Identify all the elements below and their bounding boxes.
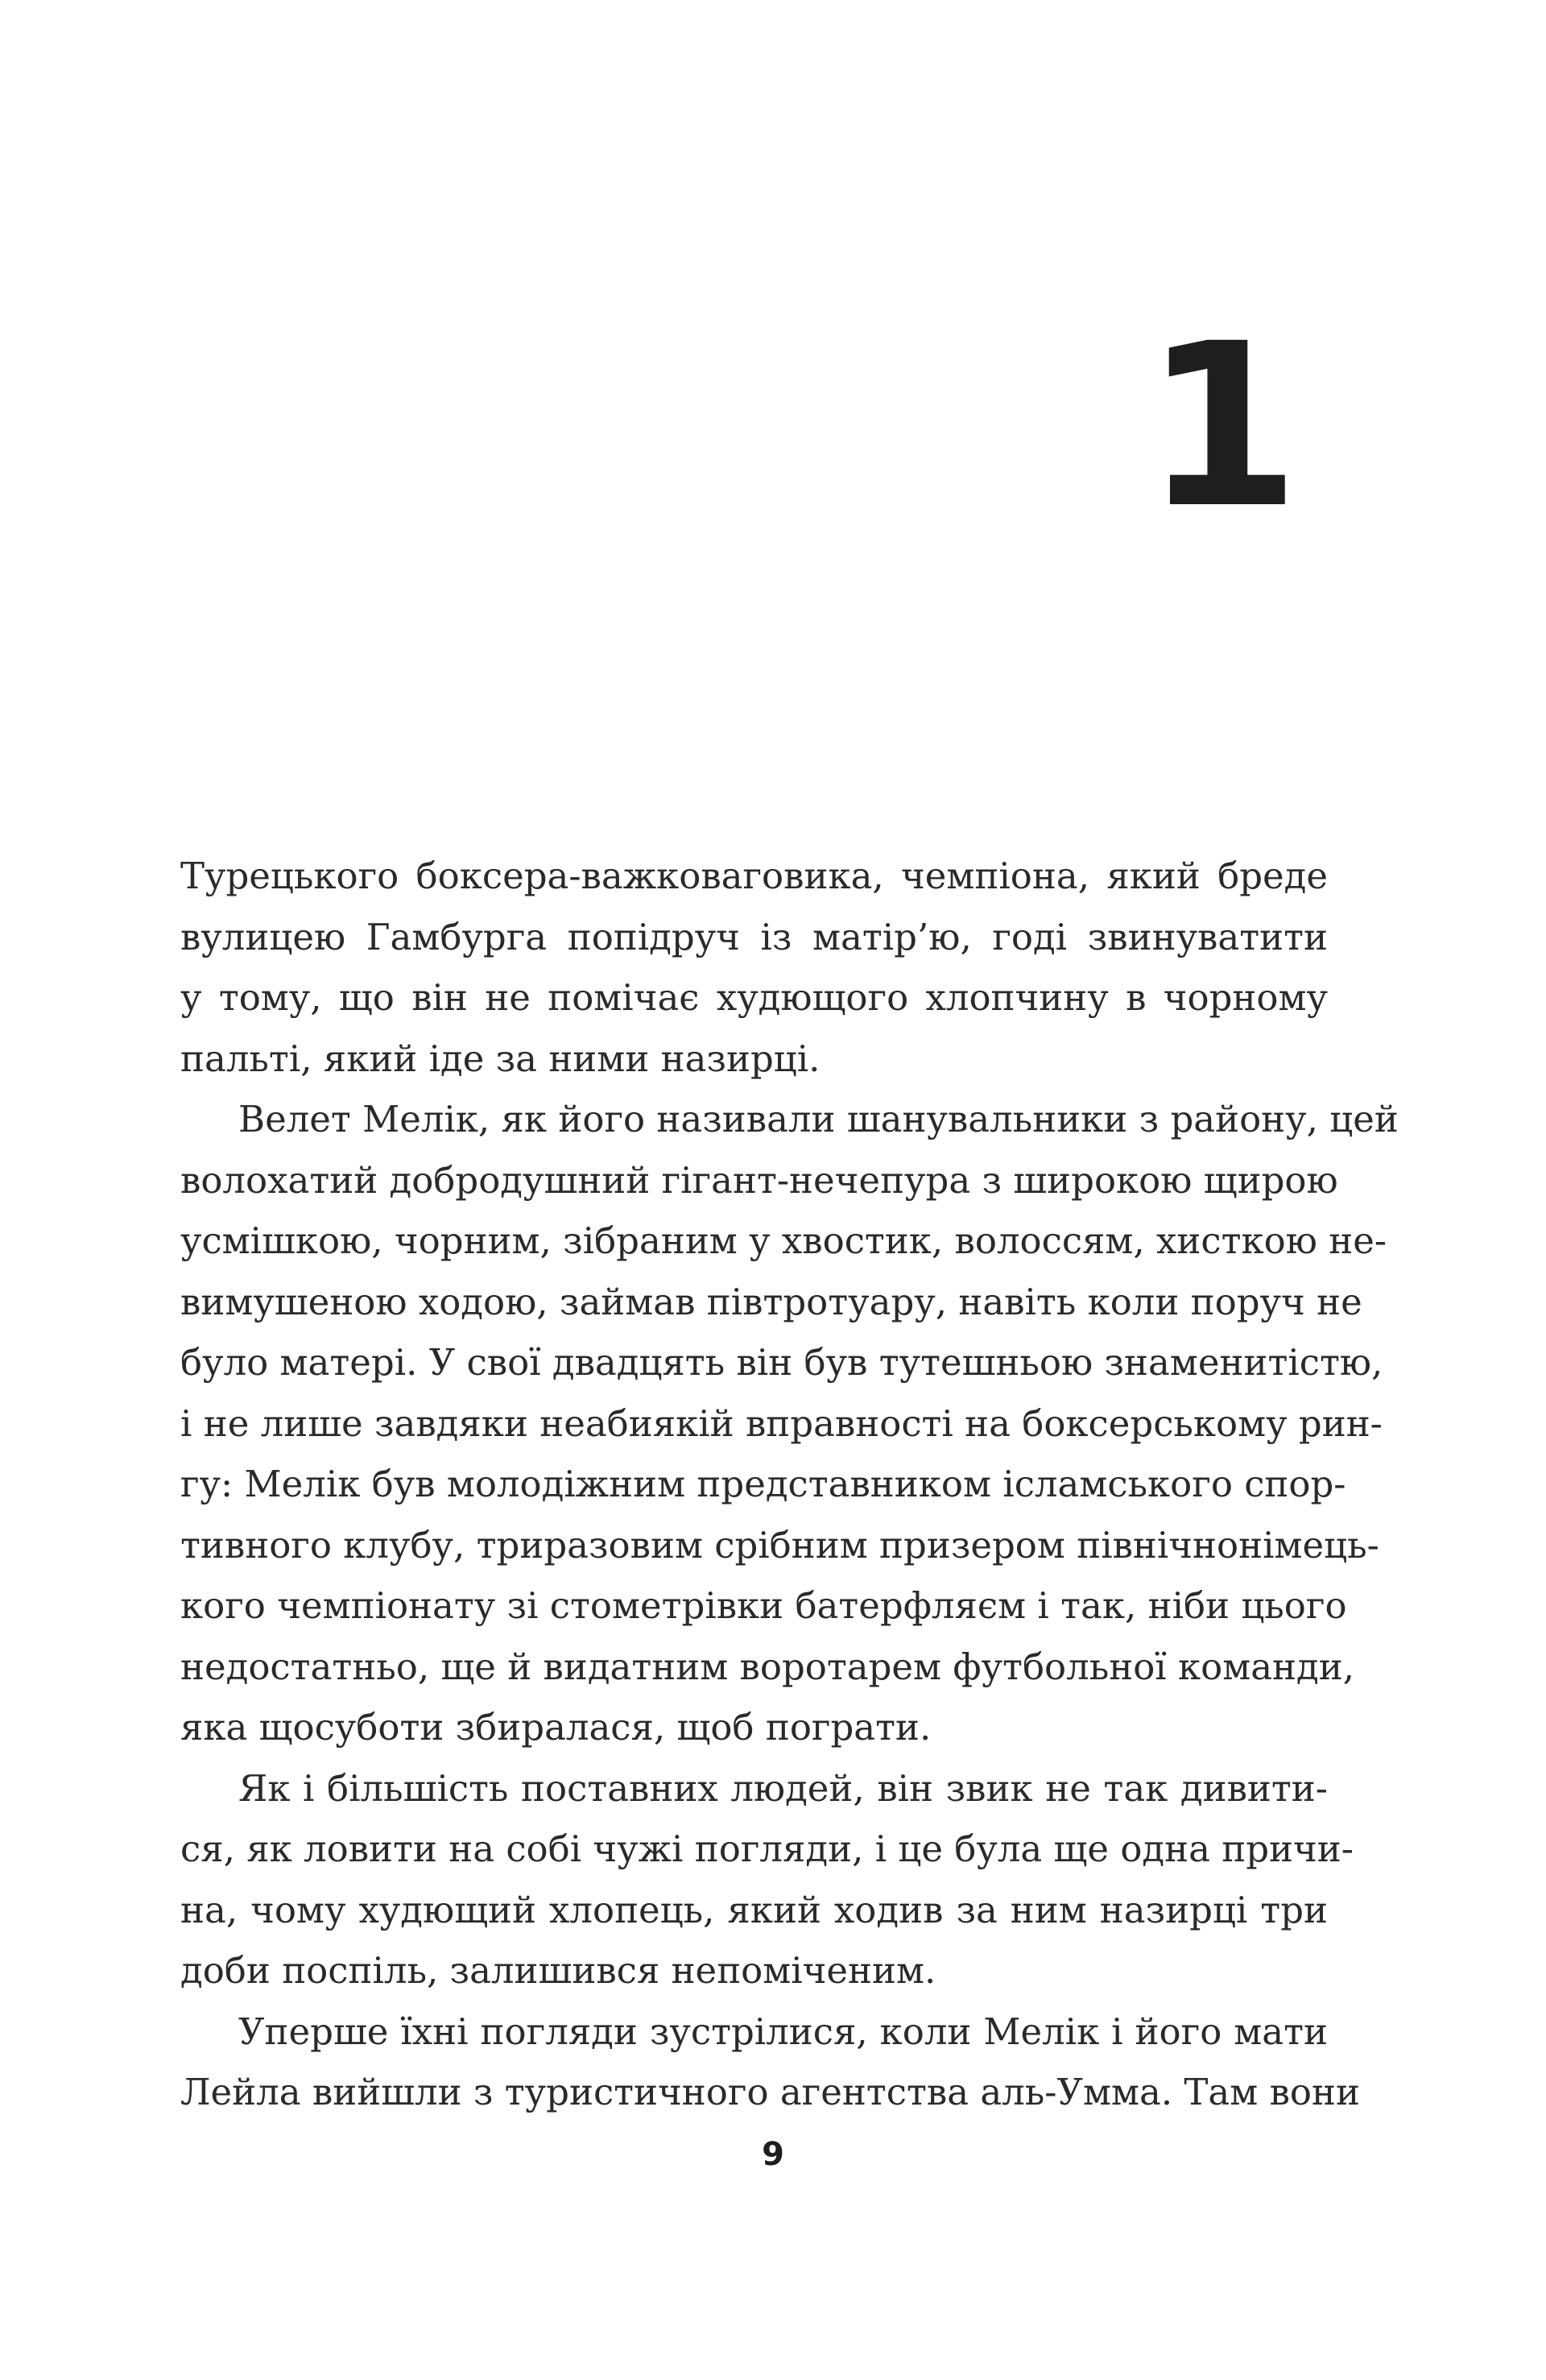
text-line: кого чемпіонату зі стометрівки батерфляєм і так, ніби цього [180,1584,1347,1627]
paragraph [180,2001,1360,2123]
text-line: вулицею Гамбурга попідруч із матір’ю, годі звинуватити [180,915,1328,958]
text-line: усмішкою, чорним, зібраним у хвостик, волоссям, хисткою не- [180,1219,1387,1262]
paragraph [180,846,1328,1089]
paragraph [180,1089,1399,1758]
text-line: ся, як ловити на собі чужі погляди, і це була ще одна причи- [180,1827,1354,1870]
text-line: вимушеною ходою, займав півтротуару, навіть коли поруч не [180,1280,1362,1323]
text-line: яка щосуботи збиралася, щоб пограти. [180,1706,932,1749]
chapter-number: 1 [1143,296,1300,558]
body-text [180,846,1399,2123]
text-line: Лейла вийшли з туристичного агентства аль-Умма. Там вони [180,2071,1360,2113]
paragraph [180,1758,1354,2001]
page-number: 9 [762,2136,784,2173]
text-line: недостатньо, ще й видатним воротарем футбольної команди, [180,1645,1355,1688]
text-line: Велет Мелік, як його називали шанувальники з району, цей [238,1098,1399,1140]
text-line: було матері. У свої двадцять він був тутешньою знаменитістю, [180,1341,1383,1384]
text-line: у тому, що він не помічає худющого хлопчину в чорному [180,976,1328,1019]
text-line: тивного клубу, триразовим срібним призером північнонімець- [180,1523,1379,1567]
text-line: гу: Мелік був молодіжним представником ісламського спор- [180,1463,1346,1505]
text-line: Уперше їхні погляди зустрілися, коли Мелік і його мати [238,2010,1328,2053]
text-line: Турецького боксера-важковаговика, чемпіона, який бреде [180,855,1328,897]
text-line: і не лише завдяки неабиякій вправності на боксерському рин- [180,1401,1383,1445]
text-line: волохатий добродушний гігант-нечепура з широкою щирою [180,1158,1338,1202]
text-line: пальті, який іде за ними назирці. [180,1037,821,1080]
text-line: на, чому худющий хлопець, який ходив за ним назирці три [180,1888,1328,1931]
text-line: доби поспіль, залишився непоміченим. [180,1949,936,1992]
text-line: Як і більшість поставних людей, він звик не так дивити- [238,1766,1328,1810]
